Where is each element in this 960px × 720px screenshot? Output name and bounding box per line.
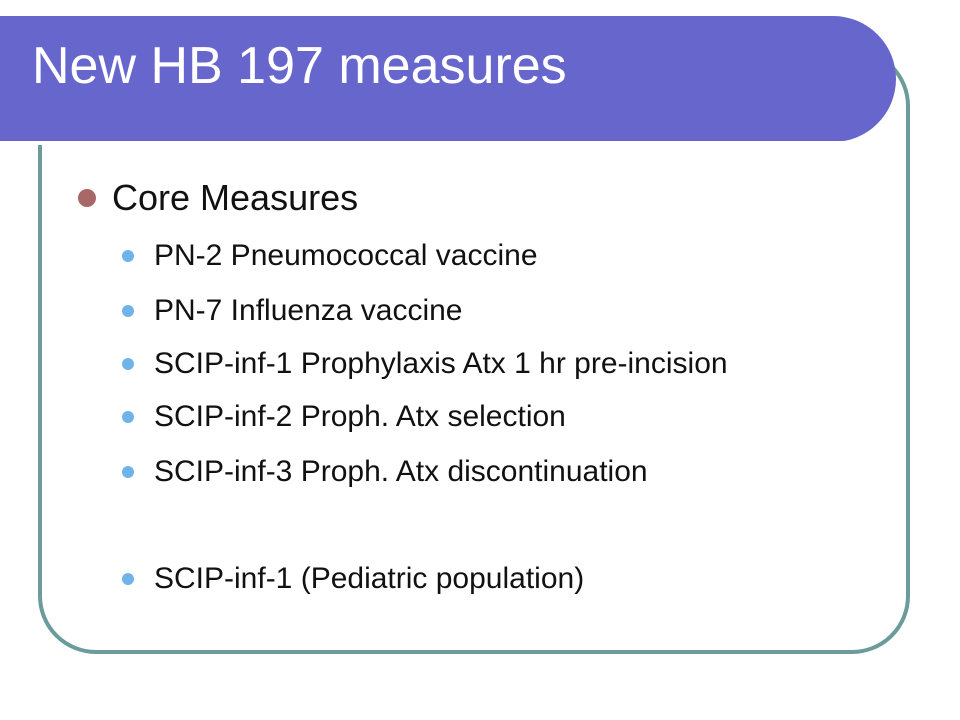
list-item — [122, 346, 728, 382]
bullet-label: Core Measures — [112, 177, 359, 218]
list-item — [122, 561, 584, 597]
sub-bullet-dot-icon — [122, 573, 134, 585]
sub-bullet-dot-icon — [122, 305, 134, 317]
list-item-text: PN-7 Influenza vaccine — [154, 294, 463, 327]
list-item — [122, 399, 566, 435]
list-item — [122, 454, 648, 490]
list-item — [122, 238, 538, 274]
bullet-core-measures — [78, 176, 358, 219]
sub-bullet-dot-icon — [122, 466, 134, 478]
list-item — [122, 293, 463, 329]
bullet-dot-icon — [78, 189, 96, 207]
slide-title: New HB 197 measures — [32, 37, 567, 95]
list-item-text: PN-2 Pneumococcal vaccine — [154, 239, 538, 272]
list-item-text: SCIP-inf-1 Prophylaxis Atx 1 hr pre-incision — [154, 347, 728, 380]
sub-bullet-dot-icon — [122, 358, 134, 370]
sub-bullet-dot-icon — [122, 411, 134, 423]
list-item-text: SCIP-inf-3 Proph. Atx discontinuation — [154, 455, 648, 488]
list-item-text: SCIP-inf-2 Proph. Atx selection — [154, 400, 566, 433]
list-item-text: SCIP-inf-1 (Pediatric population) — [154, 562, 585, 595]
sub-bullet-dot-icon — [122, 250, 134, 262]
